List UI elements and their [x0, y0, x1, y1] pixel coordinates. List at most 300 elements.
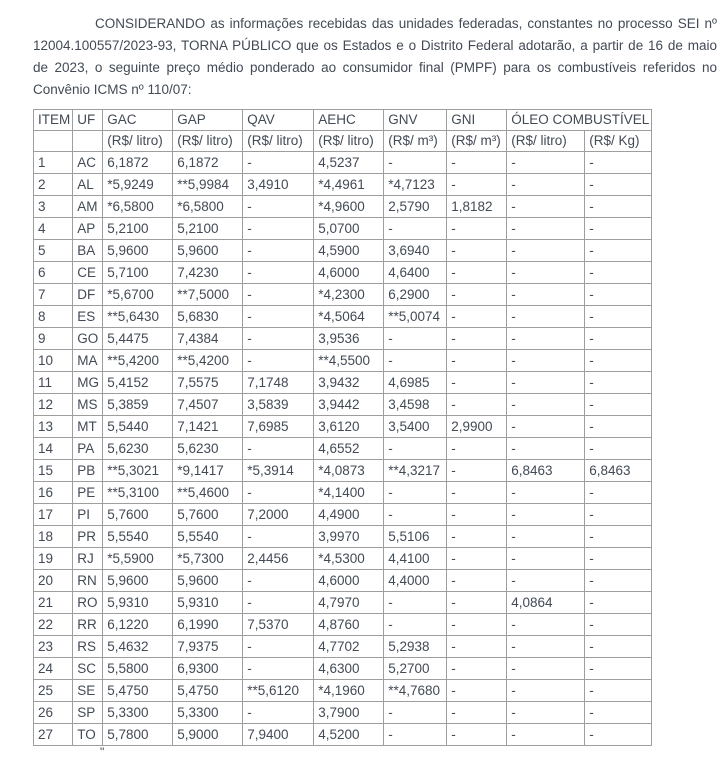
cell-item: 16 [34, 482, 73, 504]
cell-item: 2 [34, 174, 73, 196]
cell-uf: TO [73, 724, 103, 746]
column-header-gac: GAC [103, 110, 173, 131]
cell-gac: 5,7100 [103, 262, 173, 284]
cell-gac: 5,5440 [103, 416, 173, 438]
cell-oleo-kg: - [585, 680, 652, 702]
cell-item: 13 [34, 416, 73, 438]
cell-item: 20 [34, 570, 73, 592]
cell-gni: - [447, 724, 507, 746]
cell-aehc: 4,6000 [314, 570, 384, 592]
cell-gap: *5,7300 [173, 548, 243, 570]
table-row-MA [34, 350, 652, 372]
cell-item: 3 [34, 196, 73, 218]
pmpf-table-body [34, 152, 652, 746]
cell-gni: - [447, 438, 507, 460]
cell-gnv: 4,6985 [384, 372, 447, 394]
cell-qav: - [243, 570, 314, 592]
cell-gni: - [447, 350, 507, 372]
cell-uf: SE [73, 680, 103, 702]
cell-gnv: 6,2900 [384, 284, 447, 306]
cell-uf: RS [73, 636, 103, 658]
cell-uf: RR [73, 614, 103, 636]
table-row-RS [34, 636, 652, 658]
cell-qav: - [243, 284, 314, 306]
cell-gnv: 3,4598 [384, 394, 447, 416]
cell-qav: - [243, 702, 314, 724]
cell-oleo-kg: - [585, 702, 652, 724]
column-header-item: ITEM [34, 110, 73, 131]
cell-uf: ES [73, 306, 103, 328]
cell-aehc: *4,5064 [314, 306, 384, 328]
intro-paragraph: CONSIDERANDO as informações recebidas das unidades federadas, constantes no processo SEI nº 12004.100557/2023-93, TORNA PÚBLICO que os Estados e o Distrito Federal adotarão, a partir de 16 de maio de 2023, o seguinte preço médio ponderado ao consumidor final (PMPF) para os combustíveis referidos no Convênio ICMS nº 110/07: [33, 16, 717, 97]
table-row-RO [34, 592, 652, 614]
cell-gnv: 5,2938 [384, 636, 447, 658]
cell-gnv: - [384, 504, 447, 526]
table-row-AP [34, 218, 652, 240]
cell-qav: - [243, 306, 314, 328]
table-row-PA [34, 438, 652, 460]
cell-gni: - [447, 680, 507, 702]
cell-oleo-litro: - [507, 680, 585, 702]
cell-gap: 5,9600 [173, 570, 243, 592]
cell-aehc: 3,9970 [314, 526, 384, 548]
cell-uf: MT [73, 416, 103, 438]
cell-gap: 5,9000 [173, 724, 243, 746]
cell-oleo-kg: - [585, 592, 652, 614]
cell-aehc: *4,2300 [314, 284, 384, 306]
cell-gap: 7,5575 [173, 372, 243, 394]
unit-header-item [34, 131, 73, 152]
cell-gac: *5,9249 [103, 174, 173, 196]
column-header-gnv: GNV [384, 110, 447, 131]
cell-uf: CE [73, 262, 103, 284]
cell-aehc: 3,9536 [314, 328, 384, 350]
cell-qav: 7,5370 [243, 614, 314, 636]
cell-uf: AM [73, 196, 103, 218]
cell-aehc: *4,5300 [314, 548, 384, 570]
cell-aehc: 4,5237 [314, 152, 384, 174]
unit-header-qav: (R$/ litro) [243, 131, 314, 152]
cell-gni: - [447, 394, 507, 416]
footnote-marker: " [100, 745, 105, 759]
cell-item: 24 [34, 658, 73, 680]
cell-gnv: **4,3217 [384, 460, 447, 482]
cell-item: 4 [34, 218, 73, 240]
cell-uf: RO [73, 592, 103, 614]
cell-qav: **5,6120 [243, 680, 314, 702]
cell-uf: PR [73, 526, 103, 548]
cell-gnv: - [384, 350, 447, 372]
cell-gap: 5,3300 [173, 702, 243, 724]
cell-oleo-kg: - [585, 614, 652, 636]
cell-oleo-kg: - [585, 504, 652, 526]
cell-item: 10 [34, 350, 73, 372]
cell-qav: - [243, 350, 314, 372]
cell-oleo-litro: - [507, 658, 585, 680]
cell-gap: 5,6830 [173, 306, 243, 328]
cell-item: 23 [34, 636, 73, 658]
cell-gap: 5,9600 [173, 240, 243, 262]
table-row-BA [34, 240, 652, 262]
table-row-AM [34, 196, 652, 218]
cell-gac: 5,4475 [103, 328, 173, 350]
cell-gnv: 3,6940 [384, 240, 447, 262]
cell-oleo-litro: - [507, 306, 585, 328]
cell-gac: 5,5540 [103, 526, 173, 548]
cell-aehc: *4,0873 [314, 460, 384, 482]
cell-oleo-kg: - [585, 152, 652, 174]
cell-aehc: 4,6300 [314, 658, 384, 680]
cell-aehc: 5,0700 [314, 218, 384, 240]
cell-gap: 5,9310 [173, 592, 243, 614]
table-row-RR [34, 614, 652, 636]
cell-oleo-litro: - [507, 416, 585, 438]
cell-gap: 7,4230 [173, 262, 243, 284]
cell-qav: - [243, 218, 314, 240]
cell-item: 26 [34, 702, 73, 724]
cell-gnv: - [384, 702, 447, 724]
table-row-PB [34, 460, 652, 482]
cell-qav: 2,4456 [243, 548, 314, 570]
cell-oleo-kg: - [585, 570, 652, 592]
unit-header-uf [73, 131, 103, 152]
cell-oleo-kg: - [585, 724, 652, 746]
cell-gni: - [447, 504, 507, 526]
cell-qav: - [243, 482, 314, 504]
cell-aehc: *4,1960 [314, 680, 384, 702]
cell-gap: *9,1417 [173, 460, 243, 482]
cell-gnv: - [384, 152, 447, 174]
column-header-uf: UF [73, 110, 103, 131]
table-row-MT [34, 416, 652, 438]
cell-oleo-litro: - [507, 350, 585, 372]
cell-item: 9 [34, 328, 73, 350]
cell-aehc: 3,9432 [314, 372, 384, 394]
cell-uf: AP [73, 218, 103, 240]
cell-gac: **5,6430 [103, 306, 173, 328]
cell-gac: 5,6230 [103, 438, 173, 460]
cell-item: 15 [34, 460, 73, 482]
cell-uf: DF [73, 284, 103, 306]
cell-gnv: 4,4000 [384, 570, 447, 592]
cell-qav: 7,9400 [243, 724, 314, 746]
cell-gni: - [447, 482, 507, 504]
cell-gac: *6,5800 [103, 196, 173, 218]
table-row-AC [34, 152, 652, 174]
table-header-row-1 [34, 110, 652, 131]
cell-oleo-kg: - [585, 636, 652, 658]
unit-header-oleo-kg: (R$/ Kg) [585, 131, 652, 152]
table-row-SP [34, 702, 652, 724]
cell-uf: AC [73, 152, 103, 174]
table-row-SE [34, 680, 652, 702]
cell-gni: - [447, 262, 507, 284]
cell-oleo-kg: - [585, 174, 652, 196]
cell-oleo-litro: - [507, 548, 585, 570]
cell-aehc: *4,1400 [314, 482, 384, 504]
cell-gac: 5,7600 [103, 504, 173, 526]
cell-oleo-litro: 6,8463 [507, 460, 585, 482]
cell-oleo-kg: - [585, 196, 652, 218]
cell-qav: - [243, 196, 314, 218]
cell-oleo-kg: - [585, 350, 652, 372]
cell-uf: MA [73, 350, 103, 372]
cell-aehc: 4,6000 [314, 262, 384, 284]
cell-oleo-litro: - [507, 504, 585, 526]
cell-qav: - [243, 262, 314, 284]
cell-gac: 5,4632 [103, 636, 173, 658]
table-row-MS [34, 394, 652, 416]
cell-oleo-litro: - [507, 328, 585, 350]
cell-uf: PI [73, 504, 103, 526]
cell-gnv: 4,6400 [384, 262, 447, 284]
cell-qav: - [243, 526, 314, 548]
cell-item: 18 [34, 526, 73, 548]
cell-aehc: 4,5200 [314, 724, 384, 746]
cell-qav: 7,2000 [243, 504, 314, 526]
cell-item: 11 [34, 372, 73, 394]
cell-uf: PE [73, 482, 103, 504]
cell-gap: **5,4200 [173, 350, 243, 372]
cell-gac: 5,4152 [103, 372, 173, 394]
cell-gap: 5,6230 [173, 438, 243, 460]
cell-gac: 5,3859 [103, 394, 173, 416]
cell-qav: 7,6985 [243, 416, 314, 438]
table-row-SC [34, 658, 652, 680]
cell-oleo-litro: - [507, 218, 585, 240]
cell-qav: - [243, 328, 314, 350]
cell-gni: - [447, 306, 507, 328]
table-row-MG [34, 372, 652, 394]
cell-gac: 5,9600 [103, 240, 173, 262]
unit-header-gni: (R$/ m³) [447, 131, 507, 152]
cell-gni: - [447, 614, 507, 636]
cell-item: 19 [34, 548, 73, 570]
cell-aehc: 4,5900 [314, 240, 384, 262]
cell-gac: *5,5900 [103, 548, 173, 570]
cell-gnv: 4,4100 [384, 548, 447, 570]
cell-aehc: 4,8760 [314, 614, 384, 636]
cell-oleo-litro: - [507, 174, 585, 196]
cell-aehc: 4,6552 [314, 438, 384, 460]
cell-item: 6 [34, 262, 73, 284]
cell-item: 5 [34, 240, 73, 262]
cell-uf: BA [73, 240, 103, 262]
cell-oleo-litro: - [507, 152, 585, 174]
cell-oleo-kg: - [585, 482, 652, 504]
cell-oleo-litro: - [507, 438, 585, 460]
table-row-AL [34, 174, 652, 196]
cell-gnv: - [384, 438, 447, 460]
cell-item: 22 [34, 614, 73, 636]
cell-item: 7 [34, 284, 73, 306]
cell-qav: - [243, 636, 314, 658]
cell-gap: **5,9984 [173, 174, 243, 196]
cell-item: 27 [34, 724, 73, 746]
cell-uf: PA [73, 438, 103, 460]
cell-gni: 2,9900 [447, 416, 507, 438]
cell-gac: **5,3100 [103, 482, 173, 504]
cell-qav: - [243, 592, 314, 614]
cell-oleo-litro: - [507, 482, 585, 504]
cell-uf: RN [73, 570, 103, 592]
unit-header-gnv: (R$/ m³) [384, 131, 447, 152]
cell-gac: *5,6700 [103, 284, 173, 306]
cell-uf: SP [73, 702, 103, 724]
cell-gni: - [447, 592, 507, 614]
column-header-aehc: AEHC [314, 110, 384, 131]
table-row-TO [34, 724, 652, 746]
cell-gap: 5,4750 [173, 680, 243, 702]
cell-oleo-litro: - [507, 394, 585, 416]
cell-oleo-litro: - [507, 372, 585, 394]
cell-aehc: 3,9442 [314, 394, 384, 416]
cell-aehc: *4,9600 [314, 196, 384, 218]
cell-gnv: *4,7123 [384, 174, 447, 196]
unit-header-gap: (R$/ litro) [173, 131, 243, 152]
cell-oleo-litro: - [507, 636, 585, 658]
cell-gap: 7,1421 [173, 416, 243, 438]
cell-aehc: 3,7900 [314, 702, 384, 724]
table-row-RJ [34, 548, 652, 570]
cell-gac: 6,1220 [103, 614, 173, 636]
cell-gnv: **4,7680 [384, 680, 447, 702]
cell-oleo-kg: - [585, 306, 652, 328]
unit-header-aehc: (R$/ litro) [314, 131, 384, 152]
cell-gac: **5,4200 [103, 350, 173, 372]
cell-oleo-litro: - [507, 570, 585, 592]
cell-gnv: **5,0074 [384, 306, 447, 328]
pmpf-table-head [34, 110, 652, 152]
cell-gap: 6,1990 [173, 614, 243, 636]
column-header-gni: GNI [447, 110, 507, 131]
cell-oleo-kg: - [585, 240, 652, 262]
cell-oleo-kg: - [585, 262, 652, 284]
cell-oleo-litro: - [507, 724, 585, 746]
cell-qav: - [243, 658, 314, 680]
cell-oleo-kg: - [585, 394, 652, 416]
cell-oleo-kg: - [585, 526, 652, 548]
unit-header-gac: (R$/ litro) [103, 131, 173, 152]
cell-qav: - [243, 438, 314, 460]
cell-gni: - [447, 174, 507, 196]
cell-gnv: 3,5400 [384, 416, 447, 438]
cell-gac: **5,3021 [103, 460, 173, 482]
cell-gnv: 2,5790 [384, 196, 447, 218]
table-row-DF [34, 284, 652, 306]
cell-gap: 6,1872 [173, 152, 243, 174]
cell-gni: - [447, 240, 507, 262]
cell-uf: AL [73, 174, 103, 196]
cell-aehc: **4,5500 [314, 350, 384, 372]
cell-oleo-kg: - [585, 658, 652, 680]
cell-oleo-kg: - [585, 372, 652, 394]
cell-gac: 5,3300 [103, 702, 173, 724]
cell-qav: - [243, 152, 314, 174]
cell-qav: *5,3914 [243, 460, 314, 482]
cell-gap: 5,5540 [173, 526, 243, 548]
cell-aehc: 4,7970 [314, 592, 384, 614]
cell-gni: 1,8182 [447, 196, 507, 218]
table-row-ES [34, 306, 652, 328]
cell-oleo-litro: - [507, 284, 585, 306]
cell-gap: 7,4507 [173, 394, 243, 416]
cell-aehc: 4,4900 [314, 504, 384, 526]
cell-gac: 5,5800 [103, 658, 173, 680]
cell-oleo-litro: - [507, 196, 585, 218]
cell-gap: 7,9375 [173, 636, 243, 658]
cell-gni: - [447, 526, 507, 548]
cell-oleo-kg: 6,8463 [585, 460, 652, 482]
cell-oleo-kg: - [585, 548, 652, 570]
cell-gnv: - [384, 592, 447, 614]
column-header-gap: GAP [173, 110, 243, 131]
cell-item: 25 [34, 680, 73, 702]
table-row-RN [34, 570, 652, 592]
cell-gap: 5,7600 [173, 504, 243, 526]
cell-gni: - [447, 658, 507, 680]
table-row-GO [34, 328, 652, 350]
pmpf-price-table [33, 109, 652, 746]
cell-gap: 5,2100 [173, 218, 243, 240]
cell-gnv: 5,2700 [384, 658, 447, 680]
cell-gac: 5,4750 [103, 680, 173, 702]
cell-uf: GO [73, 328, 103, 350]
unit-header-oleo-litro: (R$/ litro) [507, 131, 585, 152]
cell-uf: SC [73, 658, 103, 680]
cell-oleo-kg: - [585, 284, 652, 306]
cell-gnv: - [384, 614, 447, 636]
cell-item: 17 [34, 504, 73, 526]
cell-gnv: 5,5106 [384, 526, 447, 548]
cell-gac: 5,2100 [103, 218, 173, 240]
cell-gni: - [447, 284, 507, 306]
cell-aehc: 3,6120 [314, 416, 384, 438]
cell-qav: - [243, 240, 314, 262]
cell-gni: - [447, 372, 507, 394]
cell-oleo-kg: - [585, 328, 652, 350]
cell-qav: 7,1748 [243, 372, 314, 394]
cell-qav: 3,5839 [243, 394, 314, 416]
cell-gni: - [447, 702, 507, 724]
cell-oleo-litro: - [507, 702, 585, 724]
cell-gni: - [447, 636, 507, 658]
cell-oleo-litro: - [507, 262, 585, 284]
cell-gnv: - [384, 482, 447, 504]
table-row-PI [34, 504, 652, 526]
cell-gnv: - [384, 724, 447, 746]
cell-gni: - [447, 218, 507, 240]
column-header-qav: QAV [243, 110, 314, 131]
cell-uf: MG [73, 372, 103, 394]
cell-gnv: - [384, 328, 447, 350]
cell-uf: MS [73, 394, 103, 416]
cell-gac: 6,1872 [103, 152, 173, 174]
cell-aehc: 4,7702 [314, 636, 384, 658]
cell-gap: 6,9300 [173, 658, 243, 680]
table-row-PR [34, 526, 652, 548]
cell-gap: **7,5000 [173, 284, 243, 306]
cell-gni: - [447, 548, 507, 570]
cell-oleo-kg: - [585, 438, 652, 460]
cell-gni: - [447, 460, 507, 482]
cell-item: 21 [34, 592, 73, 614]
cell-oleo-litro: 4,0864 [507, 592, 585, 614]
cell-gac: 5,9310 [103, 592, 173, 614]
cell-gap: 7,4384 [173, 328, 243, 350]
cell-gap: **5,4600 [173, 482, 243, 504]
cell-gac: 5,7800 [103, 724, 173, 746]
